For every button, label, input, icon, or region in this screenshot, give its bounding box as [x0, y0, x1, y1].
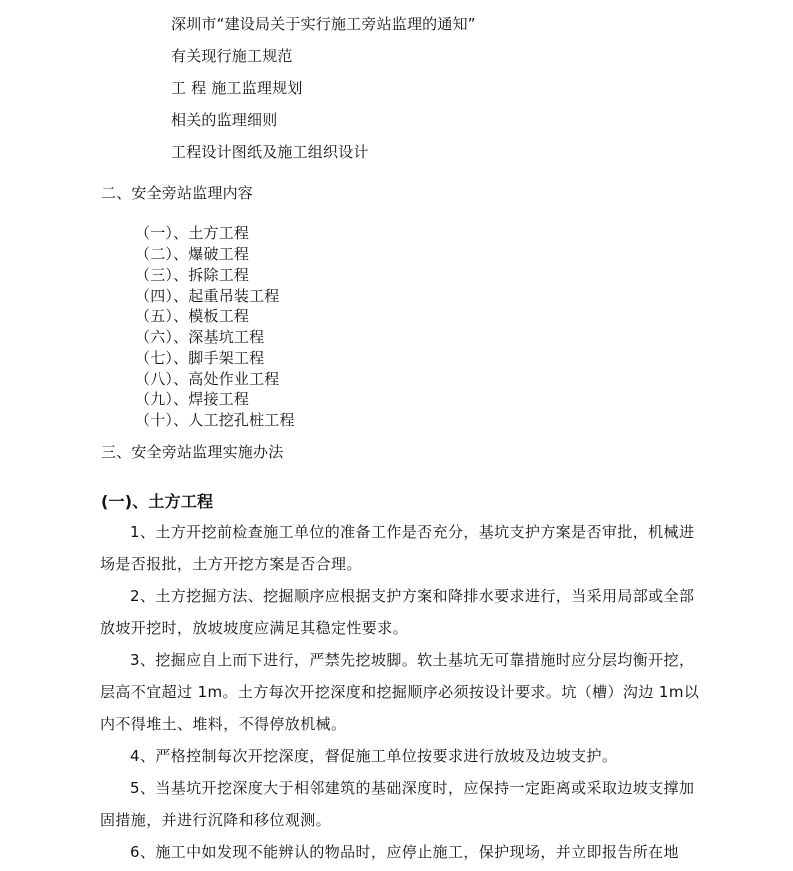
paragraph-text: 1、土方开挖前检查施工单位的准备工作是否充分，基坑支护方案是否审批，机械进场是否报批，土方开挖方案是否合理。 — [100, 523, 695, 573]
list-item: （四）、起重吊装工程 — [135, 287, 280, 305]
paragraph-text: 3、挖掘应自上而下进行，严禁先挖坡脚。软土基坑无可靠措施时应分层均衡开挖，层高不宜超过 1m。土方每次开挖深度和挖掘顺序必须按设计要求。坑（槽）沟边 1m以内不得堆土、堆料，不得停放机械。 — [100, 651, 700, 733]
reference-item: 工 程 施工监理规划 — [171, 79, 303, 97]
section-heading: 二、安全旁站监理内容 — [101, 184, 254, 202]
list-item: （一）、土方工程 — [135, 224, 250, 242]
subsection-heading: (一)、土方工程 — [101, 492, 214, 511]
list-item: （二）、爆破工程 — [135, 245, 250, 263]
paragraph — [100, 836, 700, 868]
list-item: （三）、拆除工程 — [135, 266, 250, 284]
list-item: （九）、焊接工程 — [135, 390, 250, 408]
paragraph-text: 4、严格控制每次开挖深度，督促施工单位按要求进行放坡及边坡支护。 — [130, 747, 618, 765]
paragraph-text: 5、当基坑开挖深度大于相邻建筑的基础深度时，应保持一定距离或采取边坡支撑加固措施，并进行沉降和移位观测。 — [100, 779, 695, 829]
paragraph — [100, 516, 700, 580]
paragraph — [100, 740, 700, 772]
section-heading: 三、安全旁站监理实施办法 — [101, 443, 284, 461]
list-item: （七）、脚手架工程 — [135, 349, 265, 367]
paragraph-text: 2、土方挖掘方法、挖掘顺序应根据支护方案和降排水要求进行，当采用局部或全部放坡开挖时，放坡坡度应满足其稳定性要求。 — [100, 587, 695, 637]
paragraph — [100, 580, 700, 644]
list-item: （五）、模板工程 — [135, 307, 250, 325]
paragraph-text: 6、施工中如发现不能辨认的物品时，应停止施工，保护现场，并立即报告所在地 — [130, 843, 679, 861]
list-item: （十）、人工挖孔桩工程 — [135, 411, 295, 429]
reference-item: 深圳市“建设局关于实行施工旁站监理的通知” — [171, 15, 476, 33]
list-item: （八）、高处作业工程 — [135, 370, 280, 388]
list-item: （六）、深基坑工程 — [135, 328, 265, 346]
paragraph — [100, 644, 700, 740]
paragraph — [100, 772, 700, 836]
reference-item: 工程设计图纸及施工组织设计 — [171, 143, 369, 161]
reference-item: 有关现行施工规范 — [171, 47, 293, 65]
reference-item: 相关的监理细则 — [171, 111, 278, 129]
